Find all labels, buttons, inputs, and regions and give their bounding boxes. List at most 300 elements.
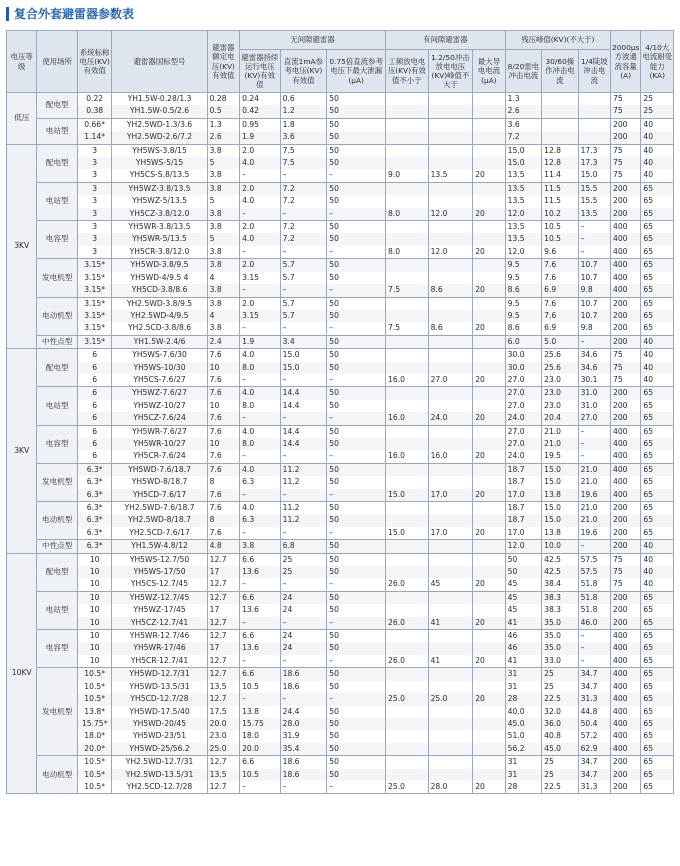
nominal-cell: 10 [77,566,111,578]
square-wave-cell: 200 [611,527,641,540]
r-steep-cell [578,118,610,131]
table-row [7,450,674,463]
gl-dc-cell: 5.7 [280,297,327,310]
gl-leak-cell: 50 [327,566,386,578]
gp-pf-cell: 26.0 [386,655,429,668]
gl-cont-cell: 13.8 [240,706,281,718]
gl-leak-cell: 50 [327,93,386,106]
gl-dc-cell: – [280,322,327,335]
gp-pf-cell [386,233,429,245]
gp-pf-cell [386,553,429,566]
gp-max-cell [473,743,505,756]
gp-pf-cell [386,93,429,106]
r-steep-cell: 51.8 [578,578,610,591]
gp-imp-cell [428,182,473,195]
gl-cont-cell: 4.0 [240,463,281,476]
nominal-cell: 10 [77,617,111,630]
gl-cont-cell: – [240,374,281,387]
r-steep-cell: 31.0 [578,387,610,400]
gl-cont-cell: – [240,322,281,335]
square-wave-cell: 200 [611,412,641,425]
model-cell: YH2.5WD-3.8/9.5 [112,297,207,310]
model-cell: YH5WZ-5/13.5 [112,195,207,207]
gl-dc-cell: 5.7 [280,272,327,284]
gp-max-cell: 20 [473,527,505,540]
rated-cell: 17.5 [207,706,239,718]
r-steep-cell [578,105,610,118]
model-cell: YH5CS-S.8/13.5 [112,169,207,182]
r-8-20-cell: 27.0 [505,374,541,387]
rated-cell: 12.7 [207,693,239,705]
rated-cell: 3.8 [207,322,239,335]
model-cell: YH5CD-7.6/17 [112,489,207,502]
rated-cell: 10 [207,400,239,412]
gp-pf-cell [386,756,429,769]
gl-leak-cell: 50 [327,769,386,781]
r-steep-cell: 57.2 [578,730,610,742]
model-cell: YH5WR-17/46 [112,642,207,654]
model-cell: YH5WZ-7.6/27 [112,387,207,400]
gp-pf-cell [386,743,429,756]
gp-pf-cell: 16.0 [386,450,429,463]
rated-cell: 3.8 [207,182,239,195]
table-row [7,400,674,412]
nominal-cell: 18.0* [77,730,111,742]
gp-max-cell [473,259,505,272]
nominal-cell: 10 [77,553,111,566]
model-cell: YH5CR-7.6/24 [112,450,207,463]
gl-leak-cell: – [327,617,386,630]
gp-pf-cell [386,349,429,362]
gl-leak-cell: 50 [327,144,386,157]
r-30-60-cell: 15.0 [542,463,578,476]
gl-dc-cell: – [280,450,327,463]
gp-imp-cell: 12.0 [428,246,473,259]
nominal-cell: 6 [77,425,111,438]
rated-cell: 3.8 [207,208,239,221]
gp-imp-cell [428,195,473,207]
gl-dc-cell: 24 [280,604,327,616]
rated-cell: 0.5 [207,105,239,118]
r-8-20-cell: 13.5 [505,195,541,207]
model-cell: YH5CD-12.7/28 [112,693,207,705]
gl-leak-cell: 50 [327,105,386,118]
gp-imp-cell [428,144,473,157]
table-container [6,30,674,794]
gl-dc-cell: 25 [280,553,327,566]
usage-cell: 电站型 [37,387,78,425]
page-title: 复合外套避雷器参数表 [14,7,135,21]
square-wave-cell: 200 [611,297,641,310]
square-wave-cell: 400 [611,489,641,502]
r-8-20-cell: 31 [505,769,541,781]
r-30-60-cell: 23.0 [542,387,578,400]
gl-leak-cell: 50 [327,310,386,322]
r-30-60-cell [542,93,578,106]
gl-dc-cell: 24.4 [280,706,327,718]
gp-imp-cell [428,756,473,769]
gl-cont-cell: 10.5 [240,769,281,781]
header-level: 电压等级 [7,31,37,93]
gp-max-cell [473,642,505,654]
rated-cell: 4.8 [207,540,239,553]
gp-imp-cell [428,502,473,515]
r-8-20-cell: 24.0 [505,450,541,463]
voltage-level-cell: 低压 [7,93,37,145]
model-cell: YH5WD-17.5/40 [112,706,207,718]
model-cell: YH5CZ-7.6/24 [112,412,207,425]
gp-pf-cell [386,157,429,169]
gl-leak-cell: 50 [327,335,386,348]
gp-max-cell: 20 [473,781,505,794]
gl-cont-cell: 6.3 [240,476,281,488]
nominal-cell: 3.15* [77,284,111,297]
gp-imp-cell [428,425,473,438]
square-wave-cell: 200 [611,540,641,553]
r-steep-cell: 21.0 [578,476,610,488]
r-8-20-cell: 3.6 [505,118,541,131]
gl-leak-cell: – [327,412,386,425]
gl-cont-cell: 4.0 [240,425,281,438]
gp-max-cell [473,425,505,438]
gp-imp-cell: 13.5 [428,169,473,182]
r-8-20-cell: 12.0 [505,540,541,553]
r-steep-cell: 17.3 [578,144,610,157]
square-wave-cell: 75 [611,157,641,169]
rated-cell: 5 [207,195,239,207]
gl-leak-cell: – [327,322,386,335]
gp-imp-cell [428,272,473,284]
square-wave-cell: 400 [611,718,641,730]
r-steep-cell: 15.5 [578,195,610,207]
rated-cell: 4 [207,272,239,284]
high-current-cell: 65 [641,259,674,272]
rated-cell: 3.8 [207,297,239,310]
high-current-cell: 65 [641,438,674,450]
r-steep-cell: – [578,246,610,259]
gl-dc-cell: 3.6 [280,131,327,144]
high-current-cell: 65 [641,322,674,335]
table-body [7,93,674,794]
gp-pf-cell [386,476,429,488]
r-steep-cell: 31.3 [578,781,610,794]
r-30-60-cell: 23.0 [542,400,578,412]
square-wave-cell: 400 [611,221,641,234]
gl-dc-cell: – [280,617,327,630]
high-current-cell: 40 [641,349,674,362]
model-cell: YH5WR-5/13.5 [112,233,207,245]
square-wave-cell: 400 [611,438,641,450]
square-wave-cell: 400 [611,284,641,297]
table-row [7,553,674,566]
gp-imp-cell [428,718,473,730]
r-steep-cell: 19.6 [578,489,610,502]
gp-imp-cell: 16.0 [428,450,473,463]
r-30-60-cell: 6.9 [542,284,578,297]
table-row [7,131,674,144]
gl-leak-cell: – [327,489,386,502]
table-row [7,362,674,374]
header-gap-group: 有间隙避雷器 [386,31,506,50]
gl-leak-cell: – [327,169,386,182]
gl-cont-cell: 6.3 [240,514,281,526]
r-30-60-cell: 23.0 [542,374,578,387]
gl-leak-cell: – [327,208,386,221]
r-steep-cell: 34.6 [578,349,610,362]
model-cell: YH2.5WD-13.5/31 [112,769,207,781]
r-steep-cell: 34.7 [578,769,610,781]
r-30-60-cell: 20.4 [542,412,578,425]
model-cell: YH5CS-7.6/27 [112,374,207,387]
r-30-60-cell: 22.5 [542,781,578,794]
rated-cell: 23.0 [207,730,239,742]
rated-cell: 1.3 [207,118,239,131]
square-wave-cell: 200 [611,131,641,144]
gp-max-cell [473,438,505,450]
model-cell: YH1.5W-0.28/1.3 [112,93,207,106]
gp-max-cell: 20 [473,578,505,591]
r-steep-cell: 57.5 [578,566,610,578]
gl-leak-cell: – [327,781,386,794]
gp-max-cell [473,681,505,693]
gp-max-cell [473,502,505,515]
gl-leak-cell: 50 [327,349,386,362]
gp-pf-cell [386,425,429,438]
gp-pf-cell [386,630,429,643]
high-current-cell: 65 [641,706,674,718]
gp-max-cell [473,387,505,400]
table-row [7,718,674,730]
usage-cell: 配电型 [37,144,78,182]
r-30-60-cell: 42.5 [542,553,578,566]
nominal-cell: 3.15* [77,310,111,322]
table-row [7,272,674,284]
gl-dc-cell: 7.2 [280,182,327,195]
gp-imp-cell [428,514,473,526]
gl-cont-cell: 15.75 [240,718,281,730]
table-row [7,781,674,794]
header-gl-leak: 0.75倍直流参考电压下最大泄漏(μA) [327,50,386,93]
r-steep-cell: – [578,642,610,654]
usage-cell: 电动机型 [37,756,78,794]
gl-cont-cell: – [240,781,281,794]
r-steep-cell: 9.8 [578,322,610,335]
r-8-20-cell: 18.7 [505,502,541,515]
title-bar [0,0,680,28]
high-current-cell: 40 [641,169,674,182]
gp-imp-cell [428,730,473,742]
gl-dc-cell: 15.0 [280,349,327,362]
square-wave-cell: 75 [611,349,641,362]
gp-pf-cell: 9.0 [386,169,429,182]
gl-dc-cell: – [280,169,327,182]
table-row [7,756,674,769]
gl-leak-cell: 50 [327,233,386,245]
usage-cell: 电容型 [37,221,78,259]
gl-dc-cell: 3.4 [280,335,327,348]
r-8-20-cell: 12.0 [505,246,541,259]
gp-imp-cell: 24.0 [428,412,473,425]
r-steep-cell: – [578,655,610,668]
r-30-60-cell: 35.0 [542,642,578,654]
rated-cell: 12.7 [207,630,239,643]
r-8-20-cell: 2.6 [505,105,541,118]
rated-cell: 12.7 [207,553,239,566]
gl-leak-cell: 50 [327,118,386,131]
table-row [7,476,674,488]
r-30-60-cell: 33.0 [542,655,578,668]
r-30-60-cell: 11.4 [542,169,578,182]
gp-imp-cell [428,604,473,616]
gp-imp-cell [428,591,473,604]
r-steep-cell: – [578,438,610,450]
square-wave-cell: 200 [611,514,641,526]
gl-leak-cell: – [327,527,386,540]
high-current-cell: 65 [641,310,674,322]
r-30-60-cell: 32.0 [542,706,578,718]
gl-cont-cell: – [240,489,281,502]
square-wave-cell: 400 [611,233,641,245]
model-cell: YH5WD-23/51 [112,730,207,742]
square-wave-cell: 75 [611,362,641,374]
gl-leak-cell: – [327,578,386,591]
nominal-cell: 3.15* [77,259,111,272]
high-current-cell: 65 [641,756,674,769]
r-steep-cell [578,131,610,144]
r-steep-cell: 10.7 [578,259,610,272]
nominal-cell: 6 [77,362,111,374]
gp-imp-cell [428,335,473,348]
r-8-20-cell: 9.5 [505,297,541,310]
nominal-cell: 10 [77,655,111,668]
nominal-cell: 6.3* [77,514,111,526]
gl-dc-cell: 11.2 [280,514,327,526]
r-steep-cell: 17.3 [578,157,610,169]
r-steep-cell: 44.8 [578,706,610,718]
high-current-cell: 65 [641,233,674,245]
gp-pf-cell: 26.0 [386,617,429,630]
square-wave-cell: 200 [611,400,641,412]
nominal-cell: 3 [77,195,111,207]
rated-cell: 2.6 [207,131,239,144]
gl-dc-cell: 0.6 [280,93,327,106]
gl-leak-cell: 50 [327,400,386,412]
gl-leak-cell: – [327,693,386,705]
model-cell: YH5WR-12.7/46 [112,630,207,643]
header-nominal: 系统标称电压(KV)有效值 [77,31,111,93]
model-cell: YH5WR-7.6/27 [112,425,207,438]
gl-cont-cell: 10.5 [240,681,281,693]
gl-cont-cell: 1.9 [240,335,281,348]
square-wave-cell: 400 [611,655,641,668]
gl-dc-cell: 11.2 [280,463,327,476]
rated-cell: 8 [207,476,239,488]
model-cell: YH1.5W-4.8/12 [112,540,207,553]
gp-pf-cell: 26.0 [386,578,429,591]
square-wave-cell: 200 [611,769,641,781]
r-steep-cell: 34.7 [578,668,610,681]
table-row [7,527,674,540]
square-wave-cell: 200 [611,195,641,207]
r-30-60-cell: 40.8 [542,730,578,742]
table-row [7,284,674,297]
r-30-60-cell [542,118,578,131]
r-30-60-cell: 25 [542,756,578,769]
header-residual-group: 残压峰值(KV)(不大于) [505,31,610,50]
high-current-cell: 65 [641,450,674,463]
table-row [7,730,674,742]
rated-cell: 8 [207,514,239,526]
gl-cont-cell: 4.0 [240,195,281,207]
gp-pf-cell [386,668,429,681]
r-8-20-cell: 50 [505,566,541,578]
gl-dc-cell: 28.0 [280,718,327,730]
r-8-20-cell: 13.5 [505,221,541,234]
rated-cell: 12.7 [207,781,239,794]
high-current-cell: 65 [641,208,674,221]
r-8-20-cell: 18.7 [505,463,541,476]
gl-leak-cell: – [327,450,386,463]
r-30-60-cell: 11.5 [542,195,578,207]
r-30-60-cell: 25.6 [542,362,578,374]
gl-cont-cell: 0.95 [240,118,281,131]
high-current-cell: 40 [641,553,674,566]
gl-dc-cell: 15.0 [280,362,327,374]
gl-dc-cell: – [280,655,327,668]
r-30-60-cell: 7.6 [542,297,578,310]
table-row [7,566,674,578]
table-row [7,208,674,221]
nominal-cell: 10 [77,630,111,643]
gl-cont-cell: 6.6 [240,630,281,643]
high-current-cell: 65 [641,630,674,643]
r-steep-cell: – [578,221,610,234]
gl-dc-cell: 7.2 [280,195,327,207]
high-current-cell: 65 [641,591,674,604]
r-8-20-cell: 50 [505,553,541,566]
high-current-cell: 65 [641,527,674,540]
square-wave-cell: 200 [611,118,641,131]
square-wave-cell: 75 [611,169,641,182]
nominal-cell: 6.3* [77,502,111,515]
high-current-cell: 65 [641,195,674,207]
table-row [7,642,674,654]
square-wave-cell: 400 [611,730,641,742]
r-30-60-cell: 5.0 [542,335,578,348]
gl-leak-cell: 50 [327,297,386,310]
header-r-steep: 1/4陡坡冲击电流 [578,50,610,93]
square-wave-cell: 400 [611,681,641,693]
gp-max-cell: 20 [473,169,505,182]
rated-cell: 12.7 [207,617,239,630]
r-steep-cell: – [578,630,610,643]
high-current-cell: 65 [641,221,674,234]
table-row [7,144,674,157]
gl-dc-cell: 7.2 [280,221,327,234]
rated-cell: 4 [207,310,239,322]
gp-max-cell [473,591,505,604]
table-header [7,31,674,93]
square-wave-cell: 200 [611,781,641,794]
gl-dc-cell: 11.2 [280,502,327,515]
rated-cell: 7.6 [207,489,239,502]
model-cell: YH5WZ-12.7/45 [112,591,207,604]
gp-pf-cell [386,362,429,374]
r-30-60-cell: 15.0 [542,476,578,488]
gl-dc-cell: 18.6 [280,681,327,693]
gl-cont-cell: 18.0 [240,730,281,742]
rated-cell: 7.6 [207,412,239,425]
